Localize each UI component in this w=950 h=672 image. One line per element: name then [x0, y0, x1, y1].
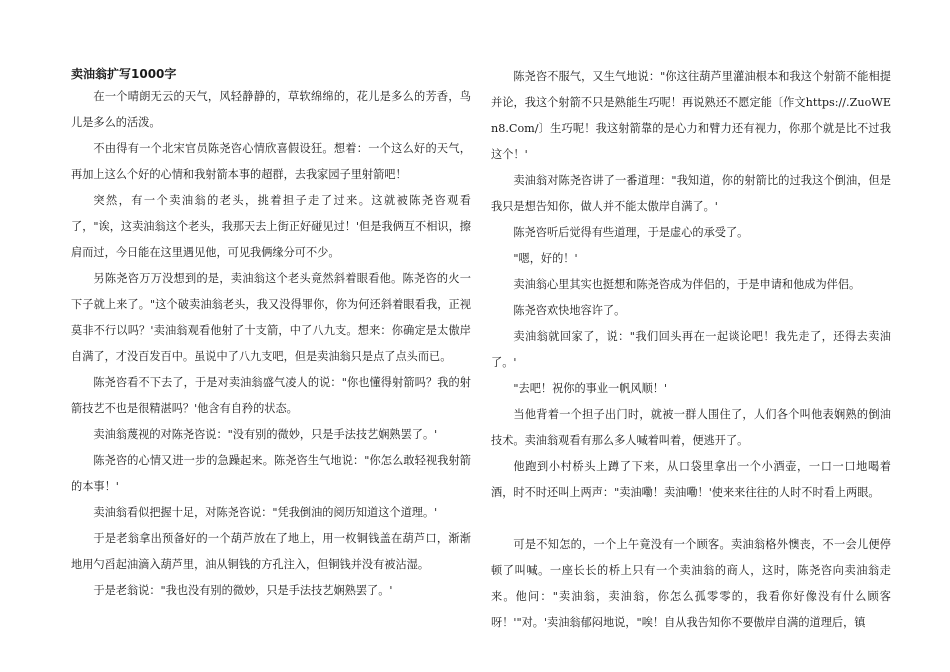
paragraph: 陈尧咨不服气，又生气地说："你这往葫芦里灌油根本和我这个射箭不能相提并论，我这个射箭不只是熟能生巧呢！再说熟还不愿定能〔作文https://.ZuoWEn8.Com/〕生巧呢！我这射箭靠的是心力和臂力还有视力，你那个就是比不过我这个！': [491, 70, 891, 161]
paragraph: 陈尧咨听后觉得有些道理，于是虚心的承受了。: [513, 226, 749, 239]
paragraph: 在一个晴朗无云的天气，风轻静静的，草软绵绵的，花儿是多么的芳香，鸟儿是多么的活泼。: [71, 90, 471, 129]
paragraph-spacer: [491, 506, 891, 532]
paragraph: 卖油翁心里其实也挺想和陈尧咨成为伴侣的，于是申请和他成为伴侣。: [513, 278, 861, 291]
paragraph: 陈尧咨的心情又进一步的急躁起来。陈尧咨生气地说："你怎么敢轻视我射箭的本事！': [71, 454, 471, 493]
paragraph: 卖油翁蔑视的对陈尧咨说："没有别的微妙，只是手法技艺娴熟罢了。': [93, 428, 438, 441]
paragraph: 突然，有一个卖油翁的老头，挑着担子走了过来。这就被陈尧咨观看了，"诶，这卖油翁这个老头，我那天去上街正好碰见过！'但是我俩互不相识，擦肩而过，今日能在这里遇见他，可见我俩缘分可不少。: [71, 194, 471, 259]
paragraph: 他跑到小村桥头上蹲了下来，从口袋里拿出一个小酒壶，一口一口地喝着酒，时不时还叫上两声："卖油嘞！卖油嘞！'使来来往往的人时不时看上两眼。: [491, 460, 891, 499]
paragraph: "去吧！祝你的事业一帆风顺！': [513, 382, 668, 395]
paragraph: 陈尧咨看不下去了，于是对卖油翁盛气凌人的说："你也懂得射箭吗？我的射箭技艺不也是很精湛吗？'他含有自矜的状态。: [71, 376, 471, 415]
document-title: 卖油翁扩写1000字: [71, 67, 177, 81]
paragraph: 不由得有一个北宋官员陈尧咨心情欣喜假设狂。想着：一个这么好的天气，再加上这么个好的心情和我射箭本事的超群，去我家园子里射箭吧！: [71, 142, 471, 181]
paragraph: 卖油翁对陈尧咨讲了一番道理："我知道，你的射箭比的过我这个倒油，但是我只是想告知你，做人并不能太傲岸自满了。': [491, 174, 891, 213]
paragraph: 卖油翁就回家了，说："我们回头再在一起谈论吧！我先走了，还得去卖油了。': [491, 330, 891, 369]
paragraph: 陈尧咨欢快地容许了。: [513, 304, 626, 317]
paragraph: 可是不知怎的，一个上午竟没有一个顾客。卖油翁格外懊丧，不一会儿便停顿了叫喊。一座长长的桥上只有一个卖油翁的商人，这时，陈尧咨向卖油翁走来。他问："卖油翁，卖油翁，你怎么孤零零的，我看你好像没有什么顾客呀！'"对。'卖油翁郁闷地说，"唉！自从我告知你不要傲岸自满的道理后，镇: [491, 538, 891, 629]
paragraph: 另陈尧咨万万没想到的是，卖油翁这个老头竟然斜着眼看他。陈尧咨的火一下子就上来了。"这个破卖油翁老头，我又没得罪你，你为何还斜着眼看我，正视莫非不行以吗？'卖油翁观看他射了十支箭，中了八九支。想来：你确定是太傲岸自满了，才没百发百中。虽说中了八九支吧，但是卖油翁只是点了点头而已。: [71, 272, 471, 363]
left-column: [71, 64, 471, 604]
right-column: [491, 64, 891, 636]
paragraph: "嗯，好的！': [513, 252, 578, 265]
paragraph: 于是老翁拿出预备好的一个葫芦放在了地上，用一枚铜钱盖在葫芦口，渐渐地用勺舀起油滴入葫芦里，油从铜钱的方孔注入，但铜钱并没有被沾湿。: [71, 532, 471, 571]
paragraph: 卖油翁看似把握十足，对陈尧咨说："凭我倒油的阅历知道这个道理。': [93, 506, 438, 519]
paragraph: 于是老翁说："我也没有别的微妙，只是手法技艺娴熟罢了。': [93, 584, 393, 597]
paragraph: 当他背着一个担子出门时，就被一群人围住了，人们各个叫他表娴熟的倒油技术。卖油翁观看有那么多人喊着叫着，便逃开了。: [491, 408, 891, 447]
